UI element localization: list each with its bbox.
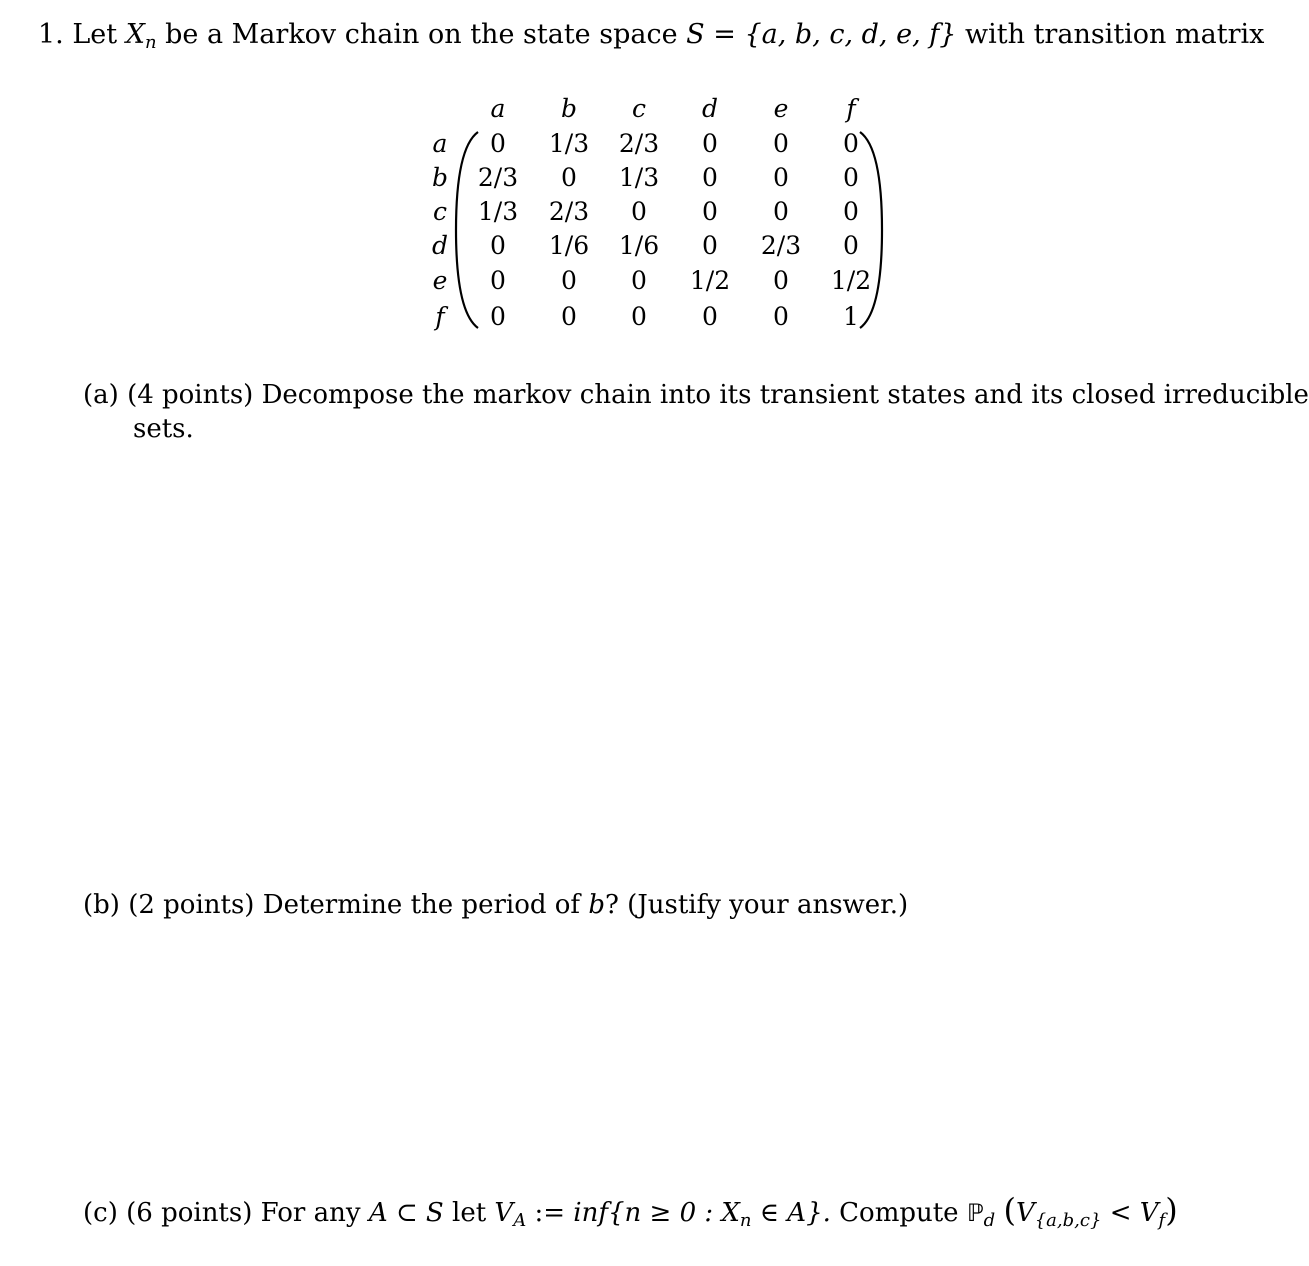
- end-text: with transition matrix: [965, 19, 1265, 50]
- matrix-cell: 0: [631, 302, 647, 331]
- equals-sign: =: [713, 19, 736, 50]
- col-label: c: [631, 94, 646, 123]
- matrix-cell: 0: [702, 129, 718, 158]
- part-a-continuation: sets.: [133, 414, 194, 444]
- matrix-cell: 0: [490, 266, 506, 295]
- part-c-text-3: Compute: [839, 1198, 959, 1228]
- matrix-cell: 0: [773, 197, 789, 226]
- matrix-cell: 1/3: [618, 163, 660, 192]
- matrix-cell: 0: [773, 302, 789, 331]
- state-space-name: S: [686, 19, 705, 50]
- col-label: b: [560, 94, 577, 123]
- col-label: d: [701, 94, 718, 123]
- part-c-text-2: let: [452, 1198, 487, 1228]
- part-a-label: (a): [83, 380, 119, 410]
- part-b-text-end: ? (Justify your answer.): [604, 890, 909, 920]
- part-b-state: b: [588, 890, 605, 920]
- mid-text: be a Markov chain on the state space: [165, 19, 678, 50]
- chain-variable: $X_n$: [125, 19, 157, 53]
- matrix-cell: 0: [702, 231, 718, 260]
- part-c: [83, 1193, 1178, 1230]
- defeq-symbol: :=: [534, 1198, 566, 1228]
- matrix-cell: 1/3: [548, 129, 590, 158]
- matrix-cell: 2/3: [618, 129, 660, 158]
- matrix-cell: 0: [490, 231, 506, 260]
- state-space-set: {a, b, c, d, e, f}: [744, 19, 957, 50]
- matrix-cell: 0: [490, 302, 506, 331]
- matrix-cell: 0: [843, 197, 859, 226]
- matrix-cell: 0: [631, 266, 647, 295]
- row-label: d: [431, 231, 448, 260]
- matrix-cell: 1/6: [618, 231, 660, 260]
- matrix-cell: 0: [702, 302, 718, 331]
- matrix-cell: 1/6: [548, 231, 590, 260]
- set-s: S: [425, 1198, 444, 1228]
- matrix-cell: 0: [561, 302, 577, 331]
- part-a-text: Decompose the markov chain into its transient states and its closed irreducible: [261, 380, 1309, 410]
- inf-expression: inf{n ≥ 0 : $X_n$ ∈ A}.: [573, 1198, 831, 1231]
- matrix-cell: 0: [843, 129, 859, 158]
- matrix-cell: 2/3: [760, 231, 802, 260]
- matrix-cell: 0: [490, 129, 506, 158]
- part-c-label: (c): [83, 1198, 118, 1228]
- matrix-cell: 0: [702, 163, 718, 192]
- part-c-text-1: For any: [260, 1198, 361, 1228]
- matrix-cell: 0: [702, 197, 718, 226]
- matrix-cell: 2/3: [548, 197, 590, 226]
- row-label: f: [435, 302, 445, 331]
- matrix-cell: 1/3: [477, 197, 519, 226]
- problem-statement: [38, 18, 1264, 52]
- part-a-points: (4 points): [127, 380, 254, 410]
- matrix-cell: 0: [843, 231, 859, 260]
- matrix-cell: 0: [561, 163, 577, 192]
- matrix-cell: 2/3: [477, 163, 519, 192]
- probability-expression: ℙ$_d$ $(V_{\{a,b,c\}} < V_f)$: [966, 1191, 1178, 1231]
- col-label: f: [846, 94, 856, 123]
- row-label: a: [432, 129, 448, 158]
- intro-text: Let: [72, 19, 118, 50]
- part-b-points: (2 points): [128, 890, 255, 920]
- problem-number: 1.: [38, 19, 64, 50]
- part-b-text: Determine the period of: [262, 890, 581, 920]
- matrix-cell: 0: [773, 163, 789, 192]
- matrix-cell: 1/2: [830, 266, 872, 295]
- hitting-time-var: $V_A$: [494, 1198, 527, 1231]
- matrix-cell: 0: [773, 129, 789, 158]
- col-label: a: [490, 94, 506, 123]
- matrix-cell: 0: [631, 197, 647, 226]
- matrix-cell: 0: [773, 266, 789, 295]
- part-b: [83, 888, 908, 922]
- matrix-cell: 0: [843, 163, 859, 192]
- row-label: c: [432, 197, 447, 226]
- matrix-cell: 1/2: [689, 266, 731, 295]
- col-label: e: [773, 94, 789, 123]
- part-c-points: (6 points): [126, 1198, 253, 1228]
- row-label: e: [432, 266, 448, 295]
- row-label: b: [431, 163, 448, 192]
- matrix-cell: 0: [561, 266, 577, 295]
- matrix-cell: 1: [843, 302, 859, 331]
- part-a: [83, 378, 1309, 412]
- part-b-label: (b): [83, 890, 120, 920]
- subset-symbol: ⊂: [395, 1198, 418, 1228]
- set-a: A: [368, 1198, 388, 1228]
